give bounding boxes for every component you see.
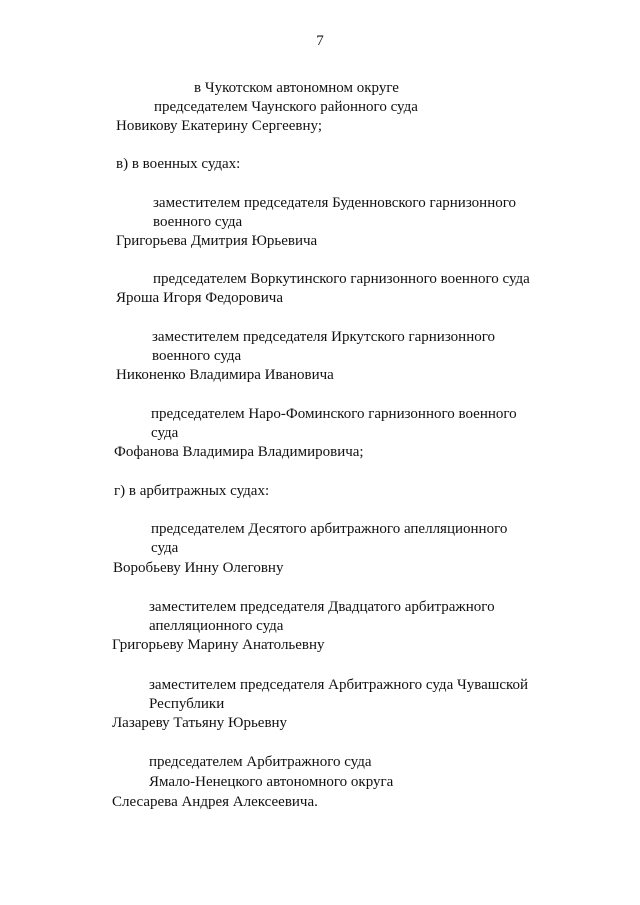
position-line: заместителем председателя Двадцатого арбитражного (149, 599, 495, 615)
page-number: 7 (316, 33, 324, 49)
position-line: Республики (149, 696, 225, 712)
position-line: председателем Арбитражного суда (149, 754, 372, 770)
position-line: суда (151, 425, 179, 441)
position-line: председателем Чаунского районного суда (154, 99, 418, 115)
appointee-name: Слесарева Андрея Алексеевича. (112, 794, 318, 810)
appointee-name: Григорьеву Марину Анатольевну (112, 637, 325, 653)
position-line: заместителем председателя Буденновского гарнизонного (153, 195, 516, 211)
position-line: председателем Воркутинского гарнизонного военного суда (153, 271, 530, 287)
position-line: военного суда (152, 348, 242, 364)
position-line: Ямало-Ненецкого автономного округа (149, 774, 394, 790)
appointee-name: Яроша Игоря Федоровича (116, 290, 283, 306)
section-heading-military-courts: в) в военных судах: (116, 156, 241, 172)
position-line: военного суда (153, 214, 243, 230)
region-line: в Чукотском автономном округе (194, 80, 399, 96)
section-heading-arbitration-courts: г) в арбитражных судах: (114, 483, 270, 499)
appointee-name: Никоненко Владимира Ивановича (116, 367, 334, 383)
position-line: апелляционного суда (149, 618, 284, 634)
appointee-name: Лазареву Татьяну Юрьевну (112, 715, 288, 731)
position-line: суда (151, 540, 179, 556)
position-line: заместителем председателя Иркутского гарнизонного (152, 329, 496, 345)
appointee-name: Воробьеву Инну Олеговну (113, 560, 284, 576)
appointee-name: Фофанова Владимира Владимировича; (114, 444, 364, 460)
position-line: председателем Десятого арбитражного апелляционного (151, 521, 508, 537)
position-line: председателем Наро-Фоминского гарнизонного военного (151, 406, 517, 422)
appointee-name: Новикову Екатерину Сергеевну; (116, 118, 322, 134)
position-line: заместителем председателя Арбитражного суда Чувашской (149, 677, 529, 693)
appointee-name: Григорьева Дмитрия Юрьевича (116, 233, 318, 249)
